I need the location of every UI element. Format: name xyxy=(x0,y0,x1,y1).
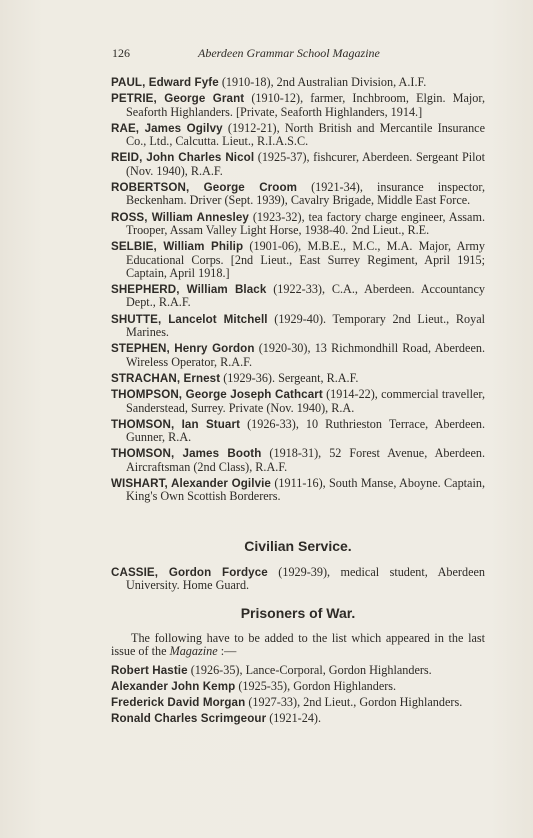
service-entry xyxy=(111,151,485,178)
entry-name: ROBERTSON, George Croom xyxy=(111,181,298,195)
entry-details: (1922-33), C.A., Aberdeen. Accountancy Dept., R.A.F. xyxy=(126,282,485,310)
entry-name: SHEPHERD, William Black xyxy=(111,283,267,297)
entry-name: WISHART, Alexander Ogilvie xyxy=(111,477,271,491)
entry-details: (1910-12), farmer, Inchbroom, Elgin. Major, Seaforth Highlanders. [Private, Seaforth Highlanders, 1914.] xyxy=(126,91,485,119)
civilian-entry xyxy=(111,566,485,593)
prisoner-entry xyxy=(111,664,485,677)
entry-details: (1921-24). xyxy=(266,711,322,726)
service-entry xyxy=(111,181,485,208)
service-entry xyxy=(111,92,485,119)
service-entry xyxy=(111,418,485,445)
entry-details: (1925-37), fishcurer, Aberdeen. Sergeant Pilot (Nov. 1940), R.A.F. xyxy=(126,150,485,178)
entry-name: SELBIE, William Philip xyxy=(111,240,244,254)
intro-text: The following have to be added to the list which appeared in the last issue of the xyxy=(111,631,485,659)
entry-details: (1926-35), Lance-Corporal, Gordon Highlanders. xyxy=(187,662,432,677)
service-entry xyxy=(111,122,485,149)
entry-name: PETRIE, George Grant xyxy=(111,92,245,106)
entry-details: (1901-06), M.B.E., M.C., M.A. Major, Army Educational Corps. [2nd Lieut., East Surrey Regiment, April 1915; Captain, April 1918.] xyxy=(126,239,485,280)
prisoners-heading: Prisoners of War. xyxy=(240,605,356,621)
entry-name: STRACHAN, Ernest xyxy=(111,371,221,385)
prisoner-entry xyxy=(111,680,485,693)
service-entry xyxy=(111,372,485,385)
entry-name: Frederick David Morgan xyxy=(111,696,246,710)
entry-details: (1929-39), medical student, Aberdeen University. Home Guard. xyxy=(126,565,485,593)
civilian-list xyxy=(111,566,485,596)
prisoner-entry xyxy=(111,712,485,725)
entry-name: THOMPSON, George Joseph Cathcart xyxy=(111,388,323,402)
civilian-heading: Civilian Service. xyxy=(244,538,352,554)
entry-name: ROSS, William Annesley xyxy=(111,210,249,224)
entry-details: (1921-34), insurance inspector, Beckenham. Driver (Sept. 1939), Cavalry Brigade, Middle East Force. xyxy=(126,180,485,208)
service-entry xyxy=(111,313,485,340)
entry-name: STEPHEN, Henry Gordon xyxy=(111,342,255,356)
entry-details: (1910-18), 2nd Australian Division, A.I.F. xyxy=(218,75,427,89)
entry-name: CASSIE, Gordon Fordyce xyxy=(111,566,268,579)
service-entry xyxy=(111,388,485,415)
service-entry xyxy=(111,447,485,474)
service-entry xyxy=(111,76,485,89)
entry-details: (1925-35), Gordon Highlanders. xyxy=(235,678,397,693)
service-entry xyxy=(111,342,485,369)
prisoners-list xyxy=(111,664,485,726)
page-header xyxy=(112,46,484,64)
prisoners-intro xyxy=(111,632,485,659)
entry-name: THOMSON, Ian Stuart xyxy=(111,417,241,431)
entry-name: PAUL, Edward Fyfe xyxy=(111,76,219,89)
service-entry xyxy=(111,283,485,310)
service-entry xyxy=(111,240,485,280)
entry-details: (1920-30), 13 Richmondhill Road, Aberdeen. Wireless Operator, R.A.F. xyxy=(126,341,485,369)
entry-name: Ronald Charles Scrimgeour xyxy=(111,712,267,726)
running-head: Aberdeen Grammar School Magazine xyxy=(198,46,380,60)
service-list xyxy=(111,76,485,504)
entry-name: THOMSON, James Booth xyxy=(111,447,262,461)
entry-details: (1918-31), 52 Forest Avenue, Aberdeen. Aircraftsman (2nd Class), R.A.F. xyxy=(126,446,485,474)
service-entry xyxy=(111,477,485,504)
entry-details: (1926-33), 10 Ruthrieston Terrace, Aberdeen. Gunner, R.A. xyxy=(126,416,485,445)
page-body xyxy=(111,76,485,507)
entry-details: (1927-33), 2nd Lieut., Gordon Highlanders. xyxy=(245,695,463,710)
entry-details: (1929-40). Temporary 2nd Lieut., Royal Marines. xyxy=(126,311,485,340)
entry-details: (1911-16), South Manse, Aboyne. Captain, King's Own Scottish Borderers. xyxy=(126,476,485,504)
entry-details: (1914-22), commercial traveller, Sanderstead, Surrey. Private (Nov. 1940), R.A. xyxy=(126,387,485,415)
entry-name: SHUTTE, Lancelot Mitchell xyxy=(111,312,268,326)
entry-name: RAE, James Ogilvy xyxy=(111,121,223,135)
prisoner-entry xyxy=(111,696,485,709)
service-entry xyxy=(111,211,485,238)
entry-name: Robert Hastie xyxy=(111,663,188,677)
page-number: 126 xyxy=(112,46,130,60)
entry-details: (1923-32), tea factory charge engineer, Assam. Trooper, Assam Valley Light Horse, 1938-40. 2nd Lieut., R.E. xyxy=(126,209,485,237)
entry-details: (1929-36). Sergeant, R.A.F. xyxy=(220,370,359,385)
intro-end: :— xyxy=(217,644,237,659)
entry-details: (1912-21), North British and Mercantile Insurance Co., Ltd., Calcutta. Lieut., R.I.A.S.C. xyxy=(126,120,485,149)
intro-magazine: Magazine xyxy=(169,644,218,659)
entry-name: Alexander John Kemp xyxy=(111,679,236,693)
entry-name: REID, John Charles Nicol xyxy=(111,151,255,165)
